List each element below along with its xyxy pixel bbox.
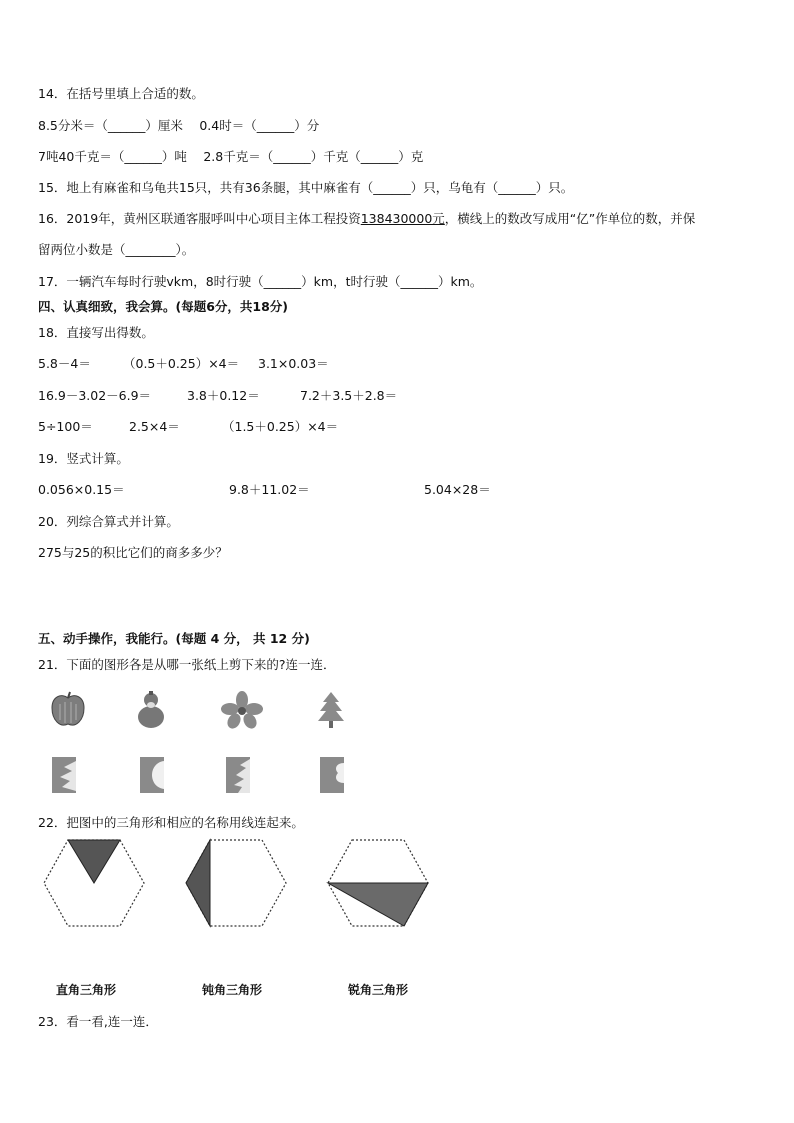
q18-r3-c1: 5÷100＝ (38, 419, 93, 434)
q22-title: 22．把图中的三角形和相应的名称用线连起来。 (38, 815, 304, 830)
label-right-triangle: 直角三角形 (56, 983, 117, 997)
label-obtuse-triangle: 钝角三角形 (202, 983, 263, 997)
q17: 17．一辆汽车每时行驶vkm，8时行驶（______）km，t时行驶（______）km。 (38, 274, 483, 289)
q16-pre: 16．2019年，黄州区联通客服呼叫中心项目主体工程投资 (38, 211, 361, 226)
q21: 21．下面的图形各是从哪一张纸上剪下来的?连一连． (38, 657, 336, 672)
q19-item-2: 9.8＋11.02＝ (229, 482, 310, 497)
q18-r3-c3: （1.5＋0.25）×4＝ (222, 419, 339, 434)
section-4-heading: 四、认真细致，我会算。(每题6分，共18分) (38, 299, 289, 314)
q19-item-3: 5.04×28＝ (424, 482, 491, 497)
hexagon-figure-3 (326, 838, 430, 928)
q14-title: 14．在括号里填上合适的数。 (38, 86, 204, 101)
q23: 23．看一看,连一连． (38, 1014, 158, 1029)
q18-r1-c1: 5.8－4＝ (38, 356, 91, 371)
gourd-icon (134, 690, 168, 730)
q16-underlined-number: 138430000元 (360, 211, 445, 226)
q14-row2: 7吨40千克＝（______）吨 2.8千克＝（______）千克（______）克 (38, 149, 424, 164)
q18-title: 18．直接写出得数。 (38, 325, 154, 340)
flower-icon (220, 690, 264, 730)
section-5-heading: 五、动手操作，我能行。(每题 4 分， 共 12 分) (38, 631, 310, 646)
paper-cutout-4 (318, 755, 346, 795)
q15: 15．地上有麻雀和乌龟共15只，共有36条腿，其中麻雀有（______）只，乌龟有（______）只。 (38, 180, 574, 195)
q18-r3-c2: 2.5×4＝ (129, 419, 180, 434)
q16-post: ，横线上的数改写成用“亿”作单位的数，并保 (444, 211, 696, 226)
paper-cutout-3 (224, 755, 252, 795)
paper-cutout-2 (138, 755, 166, 795)
hexagon-figure-2 (184, 838, 288, 928)
label-acute-triangle: 锐角三角形 (348, 983, 409, 997)
apple-icon (48, 690, 88, 730)
q18-r2-c1: 16.9－3.02－6.9＝ (38, 388, 152, 403)
q18-r1-c2: （0.5＋0.25）×4＝ (123, 356, 240, 371)
hexagon-figure-1 (42, 838, 146, 928)
q19-title: 19．竖式计算。 (38, 451, 129, 466)
q19-item-1: 0.056×0.15＝ (38, 482, 125, 497)
paper-cutout-1 (50, 755, 78, 795)
q16-line1 (38, 209, 695, 227)
q20-title: 20．列综合算式并计算。 (38, 514, 179, 529)
q18-r2-c3: 7.2＋3.5＋2.8＝ (300, 388, 398, 403)
tree-icon (316, 690, 346, 730)
q14-row1: 8.5分米＝（______）厘米 0.4时＝（______）分 (38, 118, 320, 133)
q20-body: 275与25的积比它们的商多多少？ (38, 545, 228, 560)
q18-r2-c2: 3.8＋0.12＝ (187, 388, 260, 403)
q18-r1-c3: 3.1×0.03＝ (258, 356, 329, 371)
q16-line2: 留两位小数是（________）。 (38, 242, 195, 257)
